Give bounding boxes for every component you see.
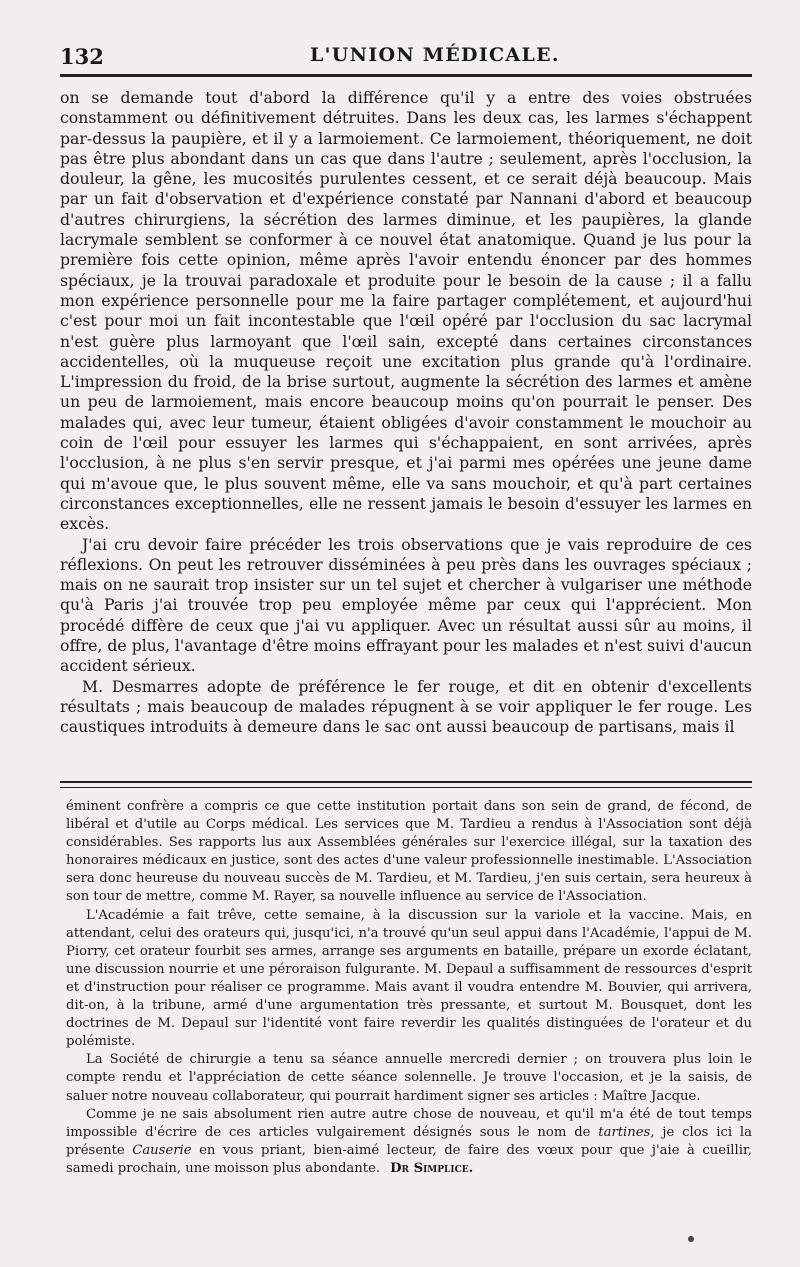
closing-text: en vous priant, bien-aimé lecteur, de faire des vœux pour que j'aie à cueillir, samedi prochain, une moisson plus abondante. — [66, 1142, 752, 1176]
article-paragraph: J'ai cru devoir faire précéder les trois observations que je vais reproduire de ces réflexions. On peut les retrouver disséminées à peu près dans les ouvrages spéciaux ; mais on ne saurait trop insister sur un tel sujet et chercher à vulgariser une méthode qu'à Paris j'ai trouvée trop peu employée même par ceux qui l'apprécient. Mon procédé diffère de ceux que j'ai vu appliquer. Avec un résultat aussi sûr au moins, il offre, de plus, l'avantage d'être moins effrayant pour les malades et n'est suivi d'aucun accident sérieux. — [60, 534, 752, 676]
page-number: 132 — [60, 44, 104, 69]
feuilleton-paragraph: L'Académie a fait trêve, cette semaine, à la discussion sur la variole et la vaccine. Mais, en attendant, celui des orateurs qui, jusqu'ici, n'a trouvé qu'un seul appui dans l'Académie, l'appui de M. Piorry, cet orateur fourbit ses armes, arrange ses arguments en bataille, prépare un exorde éclatant, une discussion nourrie et une péroraison fulgurante. M. Depaul a suffisamment de ressources d'esprit et d'instruction pour réaliser ce programme. Mais avant il voudra entendre M. Bouvier, qui arrivera, dit-on, à la tribune, armé d'une argumentation très pressante, et surtout M. Bousquet, dont les doctrines de M. Depaul sur l'identité vont faire reverdir les qualités distinguées de l'orateur et du polémiste. — [66, 907, 752, 1050]
end-mark — [688, 1236, 694, 1242]
author-signature: Dr Simplice. — [390, 1160, 474, 1176]
closing-italic-word: Causerie — [132, 1142, 192, 1158]
article-paragraph: on se demande tout d'abord la différence qu'il y a entre des voies obstruées constamment ou définitivement détruites. Dans les deux cas, les larmes s'échappent par-dessus la paupière, et il y a larmoiement. Ce larmoiement, théoriquement, ne doit pas être plus abondant dans un cas que dans l'autre ; seulement, après l'occlusion, la douleur, la gêne, les mucosités purulentes cessent, et ce serait déjà beaucoup. Mais par un fait d'observation et d'expérience constaté par Nannani d'abord et beaucoup d'autres chirurgiens, la sécrétion des larmes diminue, et les paupières, la glande lacrymale semblent se conformer à ce nouvel état anatomique. Quand je lus pour la première fois cette opinion, même après l'avoir entendu énoncer par des hommes spéciaux, je la trouvai paradoxale et produite pour le besoin de la cause ; il a fallu mon expérience personnelle pour me la faire partager complétement, et aujourd'hui c'est pour moi un fait incontestable que l'œil opéré par l'occlusion du sac lacrymal n'est guère plus larmoyant que l'œil sain, excepté dans certaines circonstances accidentelles, où la muqueuse reçoit une excitation plus grande qu'à l'ordinaire. L'impression du froid, de la brise surtout, augmente la sécrétion des larmes et amène un peu de larmoiement, mais encore beaucoup moins qu'on pourrait le penser. Des malades qui, avec leur tumeur, étaient obligées d'avoir constamment le mouchoir au coin de l'œil pour essuyer les larmes qui s'échappaient, en sont arrivées, après l'occlusion, à ne plus s'en servir presque, et j'ai parmi mes opérées une jeune dame qui m'avoue que, le plus souvent même, elle va sans mouchoir, et qu'à part certaines circonstances exceptionnelles, elle ne ressent jamais le besoin d'essuyer les larmes en excès. — [60, 88, 752, 534]
feuilleton-paragraph: éminent confrère a compris ce que cette institution portait dans son sein de grand, de fécond, de libéral et d'utile au Corps médical. Les services que M. Tardieu a rendus à l'Association sont déjà considérables. Ses rapports lus aux Assemblées générales sur l'exercice illégal, sur la taxation des honoraires médicaux en justice, sont des actes d'une valeur professionnelle inestimable. L'Association sera donc heureuse du nouveau succès de M. Tardieu, et M. Tardieu, j'en suis certain, sera heureux à son tour de mettre, comme M. Rayer, sa nouvelle influence au service de l'Association. — [66, 799, 752, 905]
page-header — [60, 40, 752, 72]
closing-italic-word: tartines — [598, 1124, 651, 1140]
article-paragraph: M. Desmarres adopte de préférence le fer rouge, et dit en obtenir d'excellents résultats ; mais beaucoup de malades répugnent à se voir appliquer le fer rouge. Les caustiques introduits à demeure dans le sac ont aussi beaucoup de partisans, mais il — [60, 676, 752, 737]
feuilleton-column — [66, 798, 752, 1178]
feuilleton-paragraph: La Société de chirurgie a tenu sa séance annuelle mercredi dernier ; on trouvera plus loin le compte rendu et l'appréciation de cette séance solennelle. Je trouve l'occasion, et je la saisis, de saluer notre nouveau collaborateur, qui pourrait hardiment signer ses articles : Maître Jacque. — [66, 1052, 752, 1104]
running-title: L'UNION MÉDICALE. — [310, 44, 560, 66]
feuilleton-separator — [60, 781, 752, 788]
main-article — [60, 88, 752, 738]
closing-text: Comme je ne sais absolument rien autre autre chose de nouveau, et qu'il m'a été de tout temps impossible d'écrire de ces articles vulgairement désignés sous le nom de — [66, 1106, 752, 1140]
feuilleton-closing-paragraph — [66, 1106, 752, 1178]
closing-text: , je clos ici la présente — [66, 1124, 752, 1158]
header-rule — [60, 74, 752, 77]
